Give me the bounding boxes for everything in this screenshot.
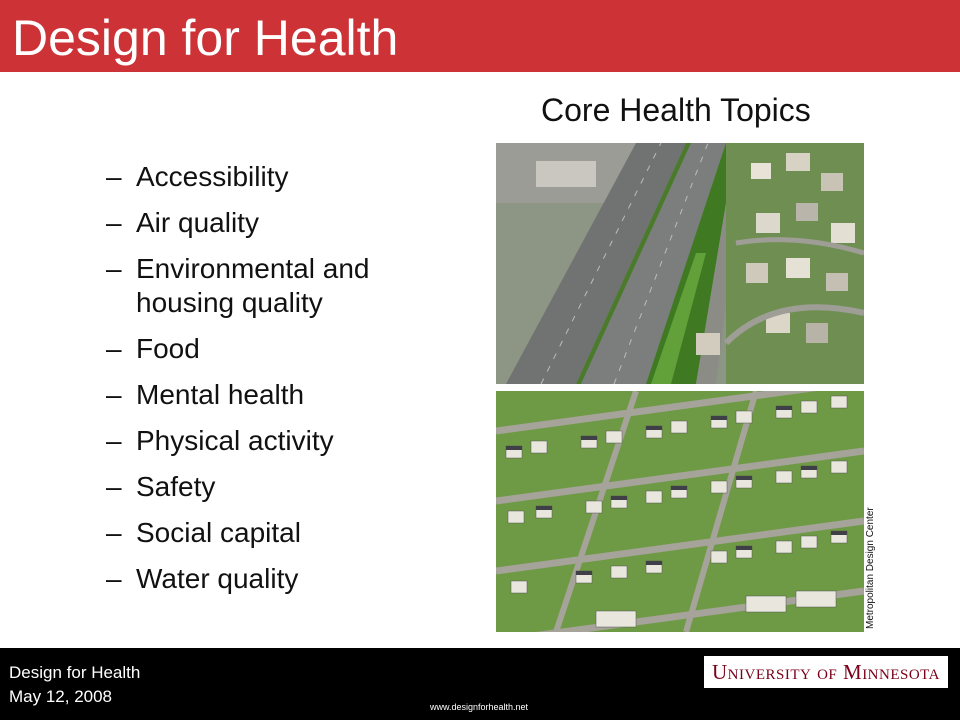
section-heading: Core Health Topics bbox=[541, 92, 811, 128]
topic-label: Accessibility bbox=[136, 161, 289, 192]
bullet-dash: – bbox=[106, 379, 122, 410]
topic-label: Environmental and housing quality bbox=[136, 253, 370, 318]
bullet-dash: – bbox=[106, 425, 122, 456]
footer-date: May 12, 2008 bbox=[9, 687, 113, 706]
bullet-dash: – bbox=[106, 563, 122, 594]
slide-title: Design for Health bbox=[12, 10, 399, 66]
topic-label: Mental health bbox=[136, 379, 305, 410]
topic-label: Safety bbox=[136, 471, 216, 502]
aerial-photo-highway bbox=[496, 143, 864, 384]
bullet-dash: – bbox=[106, 207, 122, 238]
university-logo bbox=[704, 656, 948, 688]
bullet-dash: – bbox=[106, 333, 122, 364]
topic-item bbox=[106, 470, 426, 504]
photo-credit: Metropolitan Design Center bbox=[865, 507, 876, 629]
topic-label: Physical activity bbox=[136, 425, 334, 456]
bullet-dash: – bbox=[106, 517, 122, 548]
bullet-dash: – bbox=[106, 161, 122, 192]
header-bar bbox=[0, 0, 960, 72]
bullet-dash: – bbox=[106, 471, 122, 502]
topic-label: Social capital bbox=[136, 517, 301, 548]
topic-item bbox=[106, 160, 426, 194]
topic-item bbox=[106, 378, 426, 412]
footer-title: Design for Health bbox=[9, 663, 141, 682]
footer-url[interactable]: www.designforhealth.net bbox=[430, 702, 529, 712]
bullet-dash: – bbox=[106, 253, 122, 284]
topic-item bbox=[106, 516, 426, 550]
university-name: University of Minnesota bbox=[712, 659, 940, 684]
topic-label: Water quality bbox=[136, 563, 299, 594]
aerial-photo-neighborhood bbox=[496, 391, 864, 632]
topic-item bbox=[106, 206, 426, 240]
topic-list bbox=[106, 160, 426, 608]
topic-item bbox=[106, 332, 426, 366]
topic-item bbox=[106, 562, 426, 596]
topic-item bbox=[106, 252, 426, 320]
topic-label: Air quality bbox=[136, 207, 259, 238]
topic-item bbox=[106, 424, 426, 458]
topic-label: Food bbox=[136, 333, 200, 364]
